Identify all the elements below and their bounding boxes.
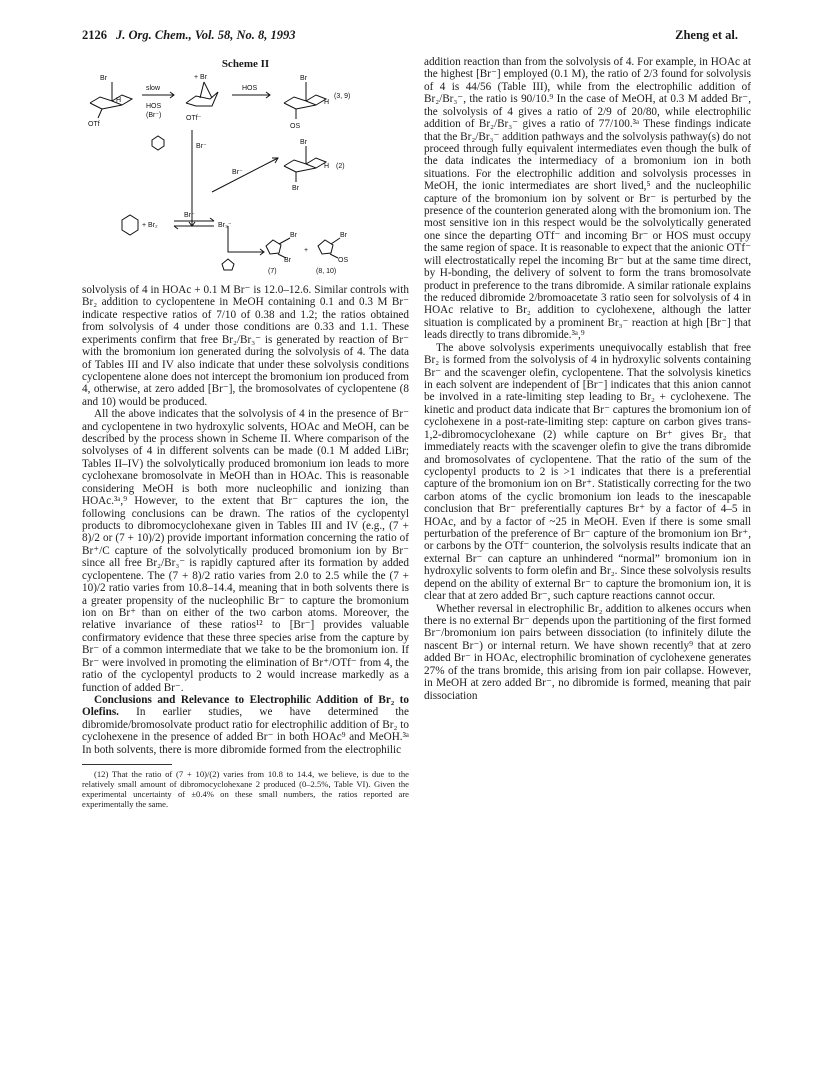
- label-h: H: [116, 97, 122, 104]
- paragraph: All the above indicates that the solvolysis of 4 in the presence of Br⁻ and cyclopentene in two hydroxylic solvents, HOAc and MeOH, can be described by the process shown in Scheme II. Where comparison of the solvolyses of 4 in different solvents can be made (0.1 M added LiBr; Tables II–IV) the solvolytically produced bromonium ion leads to more cyclohexane bromosolvate in MeOH than in HOAc. This is reasonable considering MeOH is both more nucleophilic and ionizing than HOAc.³ᵃ,⁹ However, to the extent that Br⁻ captures the ion, the following conclusions can be drawn. The ratios of the cyclopentyl products to dibromocyclohexane given in Tables III and IV (e.g., (7 + 8)/2 or (7 + 10)/2) provide important information concerning the ratio of Br⁺/C capture of the solvolytically produced bromonium ion by Br⁻ since all free Br₂/Br₃⁻ is rapidly captured after its formation by added cyclopentene. The (7 + 8)/2 ratio varies from 2.0 to 2.5 while the (7 + 10)/2 ratio varies from 10.8–14.4, meaning that in both solvents there is a greater propensity of the nucleophilic Br⁻ to capture the bromonium ion on Br⁺ than on either of the two carbon atoms. Moreover, the relative invariance of these ratios¹² to [Br⁻] provides valuable confirmatory evidence that these three species arise from the capture by Br⁻ of a common intermediate that we take to be the bromonium ion. If Br⁻ were involved in promoting the elimination of Br⁺/OTf⁻ from 4, the ratio of the cyclopentyl products to 2 would increase markedly as a function of added Br⁻.: [82, 408, 409, 694]
- label-os-p2: OS: [338, 257, 349, 264]
- label-br: Br: [100, 75, 107, 82]
- label-br-minus: (Br⁻): [146, 112, 162, 119]
- label-ref-3-9: (3, 9): [334, 93, 351, 100]
- label-br-p2: Br: [340, 232, 347, 239]
- label-br-minus-diag: Br⁻: [232, 169, 243, 176]
- paragraph: addition reaction than from the solvolysis of 4. For example, in HOAc at the highest [Br⁻] employed (0.1 M), the ratio of 2/3 found for solvolysis of 4 is 44/56 (Table III), while from the electrophilic addition of Br₂/Br₃⁻, the ratio is 90/10.⁹ In the case of MeOH, at 0.3 M added Br⁻, the solvolysis of 4 gives a ratio of 2/9 of 20/80, while electrophilic addition of Br₂/Br₃⁻ gives a ratio of 77/100.³ᵃ These findings indicate that the Br₂/Br₃⁻ addition pathways and the solvolysis pathway(s) do not proceed through fully equivalent intermediates even though the bulk of the data indicates the intermediacy of a bromonium ion in both situations. For the electrophilic addition and solvolysis processes in MeOH, the ionic intermediates are short lived,⁵ and the nucleophilic capture of the bromonium ion by solvent or Br⁻ is perturbed by the presence of the counterion generated along with the bromonium ion. The most sensitive ion in this respect would be the solvolytically generated one since the departing OTf⁻ and incoming Br⁻ or HOS must occupy the same region of space. It is reasonable to expect that the anionic OTf⁻ will electrostatically repel the incoming Br⁻ but at the same time direct, by H-bonding, the delivery of solvent to form the trans bromosolvate product in preference to the trans dibromide. A similar rationale explains the reduced dibromide 2/bromoacetate 3 ratio seen for solvolysis of 4 in HOAc relative to Br₂ addition to cyclohexene, although the latter situation is complicated by a prominent Br₃⁻ reaction at high [Br⁻] that leads directly to trans dibromide.³ᵃ,⁹: [424, 56, 751, 342]
- page-header: [82, 28, 738, 48]
- footnote: (12) That the ratio of (7 + 10)/(2) varies from 10.8 to 14.4, we believe, is due to the relatively small amount of dibromocyclohexane 2 produced (0–2.5%, Table VI). Given the experimental uncertainty of ±0.4% on these small numbers, the ratios reported are experimentally the same.: [82, 769, 409, 810]
- label-plus: +: [304, 247, 309, 254]
- label-otf-minus: OTf⁻: [186, 115, 202, 122]
- label-br-mid-2: Br: [292, 185, 299, 192]
- scheme-diagram: [82, 70, 409, 276]
- label-plus-br: + Br: [194, 74, 208, 81]
- section-heading: Conclusions and Relevance to Electrophilic Addition of Br₂ to Olefins.: [82, 693, 409, 719]
- paragraph: Whether reversal in electrophilic Br₂ addition to alkenes occurs when there is no external Br⁻ depends upon the partitioning of the first formed Br⁻/bromonium ion pairs between dissociation (to infinitely dilute the nascent Br⁻) or internal return. We have shown recently⁹ that at zero added Br⁻ in HOAc, electrophilic bromination of cyclohexene generates 27% of the trans bromide, this arising from ion pair collapse. However, in MeOH at zero added Br⁻, no dibromide is formed, meaning that pair dissociation: [424, 602, 751, 702]
- label-hos: HOS: [146, 103, 162, 110]
- conclusions-text: In earlier studies, we have determined the dibromide/bromosolvate product ratio for electrophilic addition of Br₂ to cyclohexene in the presence of added Br⁻ in both HOAc⁹ and MeOH.³ᵃ In both solvents, there is more dibromide formed from the electrophilic: [82, 706, 409, 756]
- label-slow: slow: [146, 85, 161, 92]
- right-column: [424, 56, 751, 702]
- label-br-mid: Br: [300, 139, 307, 146]
- label-br3-minus: Br₃⁻: [218, 222, 232, 229]
- running-authors: Zheng et al.: [675, 28, 738, 42]
- label-ref-7: (7): [268, 268, 277, 275]
- label-br-top: Br: [300, 75, 307, 82]
- label-ref-2: (2): [336, 163, 345, 170]
- label-plus-br2: + Br₂: [142, 222, 158, 229]
- footnote-divider: [82, 764, 172, 765]
- scheme-figure: [82, 58, 409, 276]
- label-h-top: H: [324, 99, 330, 106]
- left-column: [82, 58, 409, 809]
- page-number: 2126: [82, 28, 107, 42]
- label-os: OS: [290, 123, 301, 130]
- label-otf: OTf: [88, 121, 100, 128]
- label-ref-8-10: (8, 10): [316, 268, 337, 275]
- scheme-title: Scheme II: [221, 58, 270, 70]
- paragraph: The above solvolysis experiments unequivocally establish that free Br₂ is formed from the solvolysis of 4 in hydroxylic solvents containing Br⁻ and the scavenger olefin, cyclopentene. That the solvolysis kinetics in each solvent are independent of [Br⁻] indicates that this anion cannot be involved in a rate-limiting step leading to Br₂ + cyclohexene. The kinetic and product data indicate that Br⁻ captures the bromonium ion of cyclohexene in a post-rate-limiting step: capture on carbon gives trans-1,2-dibromocyclohexane (2) while capture on Br⁺ gives Br₂ that immediately reacts with the scavenger olefin to give the trans dibromide and bromosolvates of cyclopentene. That the ratio of the sum of the cyclopentyl products to 2 is >1 indicates that there is a preferential capture of the bromonium ion on Br⁺. Statistically correcting for the two carbon atoms of the cyclic bromonium ion leads to the inescapable conclusion that Br⁻ preferentially captures Br⁺ by a factor of 4–5 in HOAc, and by a factor of ~25 in MeOH. Even if there is some small perturbation of the preference of Br⁻ capture of the bromonium ion Br⁺, or carbons by the OTf⁻ counterion, the solvolysis results indicate that an external Br⁻ can capture an unhindered “normal” bromonium ion in hydroxylic solvents to form olefin and Br₂. Since these solvolysis results depend on the ability of external Br⁻ to capture the bromonium ion, it is clear that at zero added Br⁻, such capture reactions cannot occur.: [424, 341, 751, 603]
- label-br-minus-eq: Br⁻: [184, 212, 195, 219]
- label-hos-2: HOS: [242, 85, 258, 92]
- paragraph: solvolysis of 4 in HOAc + 0.1 M Br⁻ is 12.0–12.6. Similar controls with Br₂ addition to cyclopentene in MeOH containing 0.1 and 0.3 M Br⁻ indicate respective ratios of 7/10 of 0.38 and 1.2; the ratios obtained from solvolysis of 4 under those conditions are 0.33 and 1.1. These experiments confirm that free Br₂/Br₃⁻ is generated by reaction of Br⁻ with the bromonium ion generated during the solvolysis of 4. The data of Tables III and IV also indicate that under these solvolysis conditions cyclopentene alone does not intercept the bromonium ion produced from 4, otherwise, at zero added [Br⁻], the bromosolvates of cyclopentene (8 and 10) would be produced.: [82, 284, 409, 408]
- label-br-p1b: Br: [284, 257, 291, 264]
- label-h-mid: H: [324, 163, 330, 170]
- journal-citation: J. Org. Chem., Vol. 58, No. 8, 1993: [116, 28, 296, 42]
- label-br-p1: Br: [290, 232, 297, 239]
- conclusions-paragraph: [82, 694, 409, 756]
- label-br-minus-down: Br⁻: [196, 143, 207, 150]
